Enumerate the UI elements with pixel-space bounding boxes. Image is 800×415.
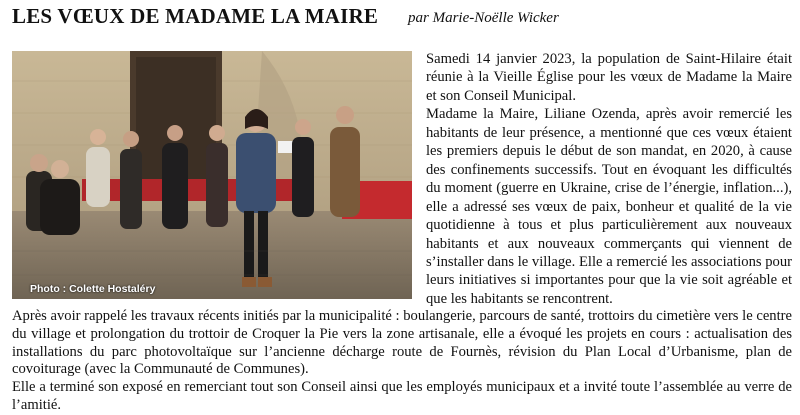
paragraph: Elle a terminé son exposé en remerciant tout son Conseil ainsi que les employés municipaux et a invité toute l’assemblée au verre de l’amitié. <box>12 379 792 413</box>
paragraph: Après avoir rappelé les travaux récents initiés par la municipalité : boulangerie, parcours de santé, trottoirs du cimetière vers le centre du village et prolongation du trottoir de Croquer la Pie vers la zone artisanale, elle a évoqué les projets en cours : actualisation des installations du parc photovoltaïque sur l’ancienne décharge route de Fournès, révision du Plan Local d’Urbanisme, plan de covoiturage (avec la Communauté de Communes). <box>12 308 792 378</box>
article-title: LES VŒUX DE MADAME LA MAIRE <box>12 4 379 28</box>
paragraph: Madame la Maire, Liliane Ozenda, après avoir remercié les habitants de leur présence, a mentionné que ces vœux étaient les premiers depuis le début de son mandat, en 2020, à cause des confinements successifs. Tout en évoquant les difficultés du moment (guerre en Ukraine, crise de l’énergie, inflation...), elle a adressé ses vœux de paix, bonheur et qualité de la vie quotidienne à tous et plus particulièrement aux nouveaux habitants et aux nouveaux commerçants qui viennent de s’installer dans le village. Elle a remercié les associations pour leurs initiatives si importantes pour que la vie soit agréable et que les habitants se rencontrent. <box>426 106 792 307</box>
article-column-right <box>426 50 792 308</box>
paragraph: Samedi 14 janvier 2023, la population de Saint-Hilaire était réunie à la Vieille Église pour les vœux de Madame la Maire et son Conseil Municipal. <box>426 51 792 104</box>
article-byline: par Marie-Noëlle Wicker <box>408 10 559 26</box>
event-photo <box>12 51 412 299</box>
photo-caption: Photo : Colette Hostaléry <box>30 283 156 295</box>
article-body-full-width <box>12 308 792 415</box>
